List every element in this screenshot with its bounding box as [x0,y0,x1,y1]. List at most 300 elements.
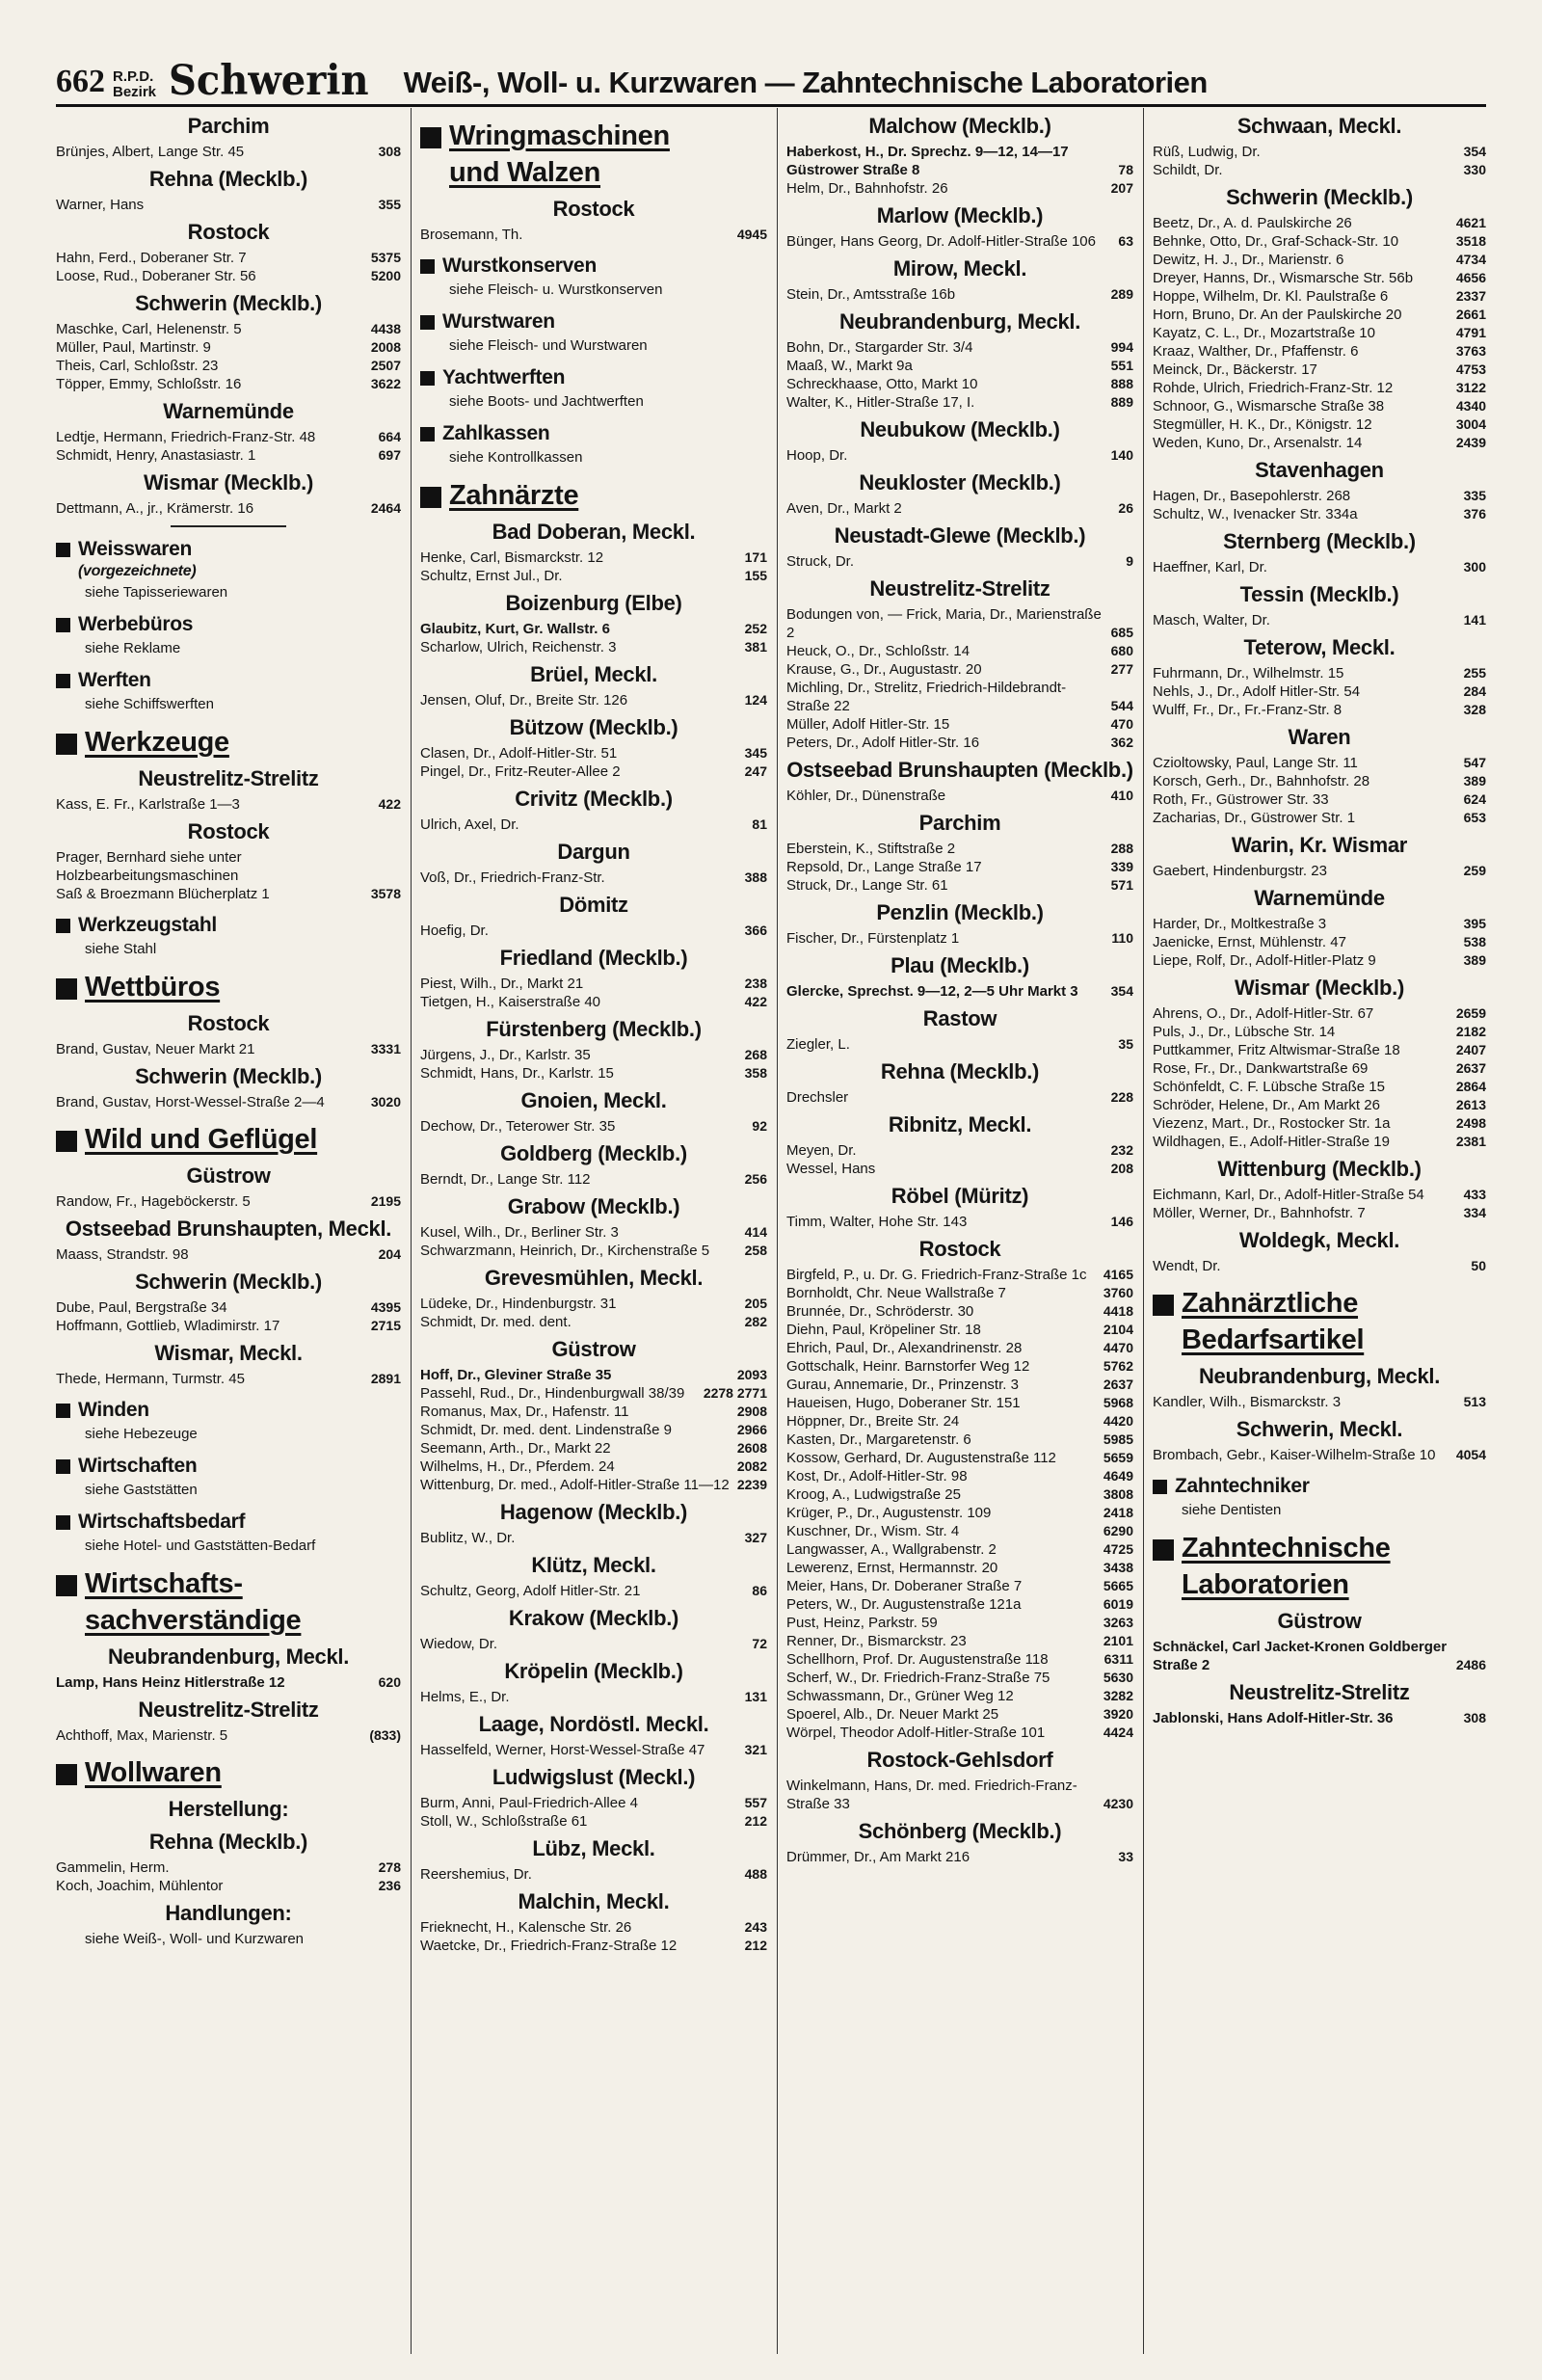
listing-entry [1153,772,1486,790]
listing-entry [786,357,1133,375]
entry-name: Haberkost, H., Dr. Sprechz. 9—12, 14—17 Güstrower Straße 8 [786,144,1069,178]
entry-phone: 259 [1463,863,1486,878]
entry-phone: 131 [744,1689,767,1704]
entry-phone: 208 [1110,1161,1133,1176]
entry-name: Reershemius, Dr. [420,1866,532,1883]
entry-phone: 2439 [1455,435,1486,450]
column-1 [56,108,401,2354]
place-heading: Schwaan, Meckl. [1236,114,1402,138]
entry-name: Haueisen, Hugo, Doberaner Str. 151 [786,1395,1021,1411]
square-bullet-icon [420,315,435,330]
entry-phone: 5665 [1103,1578,1133,1593]
entry-name: Viezenz, Mart., Dr., Rostocker Str. 1a [1153,1115,1391,1132]
entry-phone: 258 [744,1243,767,1258]
entry-phone: 256 [744,1171,767,1187]
category-title-line: Wirtschafts- [85,1568,243,1599]
category-title-line: Werften [78,669,151,691]
listing-entry [786,734,1133,752]
listing-entry [786,179,1133,198]
entry-name: Harder, Dr., Moltkestraße 3 [1153,916,1327,932]
listing-entry [420,1384,767,1403]
entry-name: Wulff, Fr., Dr., Fr.-Franz-Str. 8 [1153,702,1343,718]
place-heading: Malchow (Mecklb.) [868,114,1051,138]
place-heading: Schwerin (Mecklb.) [135,1064,322,1088]
entry-phone: 4165 [1103,1267,1133,1282]
entry-phone: 2104 [1103,1322,1133,1337]
listing-entry [56,357,401,375]
entry-name: Kost, Dr., Adolf-Hitler-Str. 98 [786,1468,968,1484]
listing-entry [1153,214,1486,232]
listing-entry [420,1794,767,1812]
listing-entry [56,1673,401,1692]
place-heading: Röbel (Müritz) [891,1184,1029,1208]
entry-phone: 2507 [370,358,401,373]
entry-name: Berndt, Dr., Lange Str. 112 [420,1171,591,1188]
entry-phone: 6019 [1103,1596,1133,1612]
entry-name: Hoff, Dr., Gleviner Straße 35 [420,1367,612,1383]
listing-entry [420,993,767,1011]
entry-phone: 2093 [736,1367,767,1382]
place-heading: Dömitz [559,893,628,917]
entry-phone: 544 [1110,698,1133,713]
place-heading: Rostock-Gehlsdorf [866,1748,1053,1772]
entry-name: Spoerel, Alb., Dr. Neuer Markt 25 [786,1706,999,1723]
entry-name: Voß, Dr., Friedrich-Franz-Str. [420,869,605,886]
square-bullet-icon [56,1515,70,1530]
entry-name: Meyen, Dr. [786,1142,857,1159]
entry-phone: 624 [1463,791,1486,807]
entry-name: Beetz, Dr., A. d. Paulskirche 26 [1153,215,1352,231]
column-4 [1153,108,1486,2354]
place-heading: Mirow, Meckl. [892,256,1027,281]
category-title-line: Yachtwerften [442,366,566,388]
listing-entry [786,1160,1133,1178]
listing-entry [420,1064,767,1083]
entry-name: Piest, Wilh., Dr., Markt 21 [420,976,584,992]
place-heading: Plau (Mecklb.) [891,953,1029,977]
listing-entry [56,848,401,885]
category-heading [56,1510,401,1535]
listing-entry [56,446,401,465]
place-heading: Parchim [187,114,270,138]
entry-name: Hoefig, Dr. [420,923,489,939]
entry-name: Rüß, Ludwig, Dr. [1153,144,1261,160]
listing-entry [420,548,767,567]
listing-entry [420,1046,767,1064]
entry-phone: 2082 [736,1458,767,1474]
listing-entry [786,1485,1133,1504]
category-title [449,477,578,514]
entry-name: Achthoff, Max, Marienstr. 5 [56,1727,228,1744]
category-heading [56,1454,401,1479]
entry-phone: 6290 [1103,1523,1133,1538]
square-bullet-icon [56,734,77,755]
entry-name: Roth, Fr., Güstrower Str. 33 [1153,791,1329,808]
entry-phone: 205 [744,1296,767,1311]
category-heading [56,1754,401,1791]
cross-reference: siehe Stahl [85,941,157,957]
entry-name: Schultz, Ernst Jul., Dr. [420,568,563,584]
listing-entry [786,338,1133,357]
entry-phone: 488 [744,1866,767,1882]
entry-name: Heuck, O., Dr., Schloßstr. 14 [786,643,970,659]
listing-entry [420,816,767,834]
listing-entry [786,285,1133,304]
place-heading: Crivitz (Mecklb.) [515,787,673,811]
place-heading: Schwerin (Mecklb.) [135,291,322,315]
entry-phone: 2498 [1455,1115,1486,1131]
entry-phone: 212 [744,1813,767,1829]
entry-phone: 4621 [1455,215,1486,230]
place-heading: Klütz, Meckl. [531,1553,656,1577]
entry-name: Winkelmann, Hans, Dr. med. Friedrich-Franz-Straße 33 [786,1778,1077,1812]
entry-name: Peters, W., Dr. Augustenstraße 121a [786,1596,1022,1613]
entry-name: Clasen, Dr., Adolf-Hitler-Str. 51 [420,745,618,762]
entry-phone: 354 [1110,983,1133,999]
place-heading: Wismar (Mecklb.) [144,470,313,495]
place-heading: Laage, Nordöstl. Meckl. [478,1712,709,1736]
entry-name: Köhler, Dr., Dünenstraße [786,788,946,804]
listing-entry [56,1317,401,1335]
entry-phone: 277 [1110,661,1133,677]
entry-phone: 422 [744,994,767,1009]
entry-phone: 26 [1118,500,1133,516]
category-title [78,1398,149,1423]
category-title [1175,1474,1310,1499]
category-title-line: Wild und Geflügel [85,1124,318,1155]
entry-phone: 171 [744,549,767,565]
entry-name: Jablonski, Hans Adolf-Hitler-Str. 36 [1153,1710,1394,1726]
entry-phone: 3331 [370,1041,401,1056]
entry-name: Gottschalk, Heinr. Barnstorfer Weg 12 [786,1358,1030,1375]
entry-phone: 78 [1118,162,1133,177]
entry-phone: 697 [378,447,401,463]
listing-entry [1153,269,1486,287]
entry-phone: 664 [378,429,401,444]
entry-phone: 110 [1111,930,1133,946]
entry-name: Gurau, Annemarie, Dr., Prinzenstr. 3 [786,1377,1019,1393]
entry-phone: 243 [744,1919,767,1935]
listing-entry [420,1865,767,1884]
entry-name: Puttkammer, Fritz Altwismar-Straße 18 [1153,1042,1400,1058]
entry-phone: 6311 [1103,1651,1133,1667]
entry-name: Brosemann, Th. [420,227,523,243]
entry-phone: 86 [752,1583,767,1598]
entry-name: Behnke, Otto, Dr., Graf-Schack-Str. 10 [1153,233,1399,250]
entry-name: Töpper, Emmy, Schloßstr. 16 [56,376,242,392]
entry-name: Brombach, Gebr., Kaiser-Wilhelm-Straße 10 [1153,1447,1436,1463]
entry-name: Brand, Gustav, Horst-Wessel-Straße 2—4 [56,1094,325,1110]
place-heading: Brüel, Meckl. [530,662,657,686]
listing-entry [786,1848,1133,1866]
entry-phone: 2337 [1455,288,1486,304]
category-heading [1153,1530,1486,1603]
place-heading: Herstellung: [168,1797,289,1821]
square-bullet-icon [56,1459,70,1474]
listing-entry [786,1650,1133,1669]
listing-entry [786,1431,1133,1449]
entry-phone: 5630 [1103,1670,1133,1685]
entry-name: Dewitz, H. J., Dr., Marienstr. 6 [1153,252,1344,268]
entry-phone: 470 [1110,716,1133,732]
place-heading: Schwerin (Mecklb.) [135,1270,322,1294]
listing-entry [786,1559,1133,1577]
listing-entry [786,1449,1133,1467]
cross-reference: siehe Fleisch- u. Wurstkonserven [449,281,663,298]
entry-phone: 3920 [1103,1706,1133,1722]
place-heading: Rehna (Mecklb.) [148,1830,308,1854]
entry-phone: 33 [1118,1849,1133,1864]
listing-entry [1153,143,1486,161]
entry-name: Frieknecht, H., Kalensche Str. 26 [420,1919,632,1936]
listing-entry [1153,682,1486,701]
entry-phone: 389 [1463,952,1486,968]
place-heading: Parchim [918,811,1001,835]
category-title-line: Wurstkonserven [442,254,597,277]
listing-entry [1153,287,1486,306]
listing-entry [56,885,401,903]
square-bullet-icon [56,543,70,557]
entry-name: Diehn, Paul, Kröpeliner Str. 18 [786,1322,981,1338]
category-heading [56,913,401,938]
listing-entry [786,375,1133,393]
entry-phone: 335 [1463,488,1486,503]
square-bullet-icon [1153,1480,1167,1494]
entry-phone: 2407 [1455,1042,1486,1057]
place-heading: Neustrelitz-Strelitz [1229,1680,1410,1704]
entry-phone: 2637 [1103,1377,1133,1392]
columns-area [56,108,1486,2354]
place-heading: Ludwigslust (Meckl.) [492,1765,696,1789]
entry-name: Helms, E., Dr. [420,1689,510,1705]
place-heading: Tessin (Mecklb.) [1239,582,1399,606]
entry-name: Gammelin, Herm. [56,1859,170,1876]
listing-entry [786,1669,1133,1687]
entry-name: Rose, Fr., Dr., Dankwartstraße 69 [1153,1060,1369,1077]
entry-phone: 2101 [1103,1633,1133,1648]
square-bullet-icon [56,674,70,688]
listing-entry [420,1582,767,1600]
place-heading: Fürstenberg (Mecklb.) [486,1017,702,1041]
listing-entry [1153,1446,1486,1464]
entry-name: Kuschner, Dr., Wism. Str. 4 [786,1523,960,1539]
place-heading: Waren [1288,725,1351,749]
category-title-line: Zahnärztliche [1182,1288,1359,1319]
entry-phone: 308 [378,144,401,159]
listing-entry [786,876,1133,895]
category-title-line: Weisswaren [78,538,193,560]
place-heading: Ostseebad Brunshaupten (Mecklb.) [786,758,1133,782]
entry-phone: 268 [744,1047,767,1062]
listing-entry [1153,505,1486,523]
entry-phone: 3760 [1103,1285,1133,1300]
cross-reference: siehe Schiffswerften [85,696,214,712]
listing-entry [786,143,1133,179]
square-bullet-icon [420,487,441,508]
entry-phone: 433 [1463,1187,1486,1202]
entry-name: Krüger, P., Dr., Augustenstr. 109 [786,1505,992,1521]
entry-phone: 4734 [1455,252,1486,267]
entry-phone: 328 [1463,702,1486,717]
entry-name: Schwarzmann, Heinrich, Dr., Kirchenstraße 5 [420,1243,710,1259]
listing-entry [786,1595,1133,1614]
listing-entry [1153,664,1486,682]
listing-entry [1153,1041,1486,1059]
place-heading: Neubrandenburg, Meckl. [1198,1364,1441,1388]
listing-entry [420,869,767,887]
entry-name: Dube, Paul, Bergstraße 34 [56,1299,227,1316]
entry-phone: 4420 [1103,1413,1133,1429]
listing-entry [56,1245,401,1264]
place-heading: Wittenburg (Mecklb.) [1217,1157,1422,1181]
listing-entry [420,1117,767,1136]
category-heading [56,1121,401,1158]
cross-reference: siehe Gaststätten [85,1482,198,1498]
entry-name: Kandler, Wilh., Bismarckstr. 3 [1153,1394,1342,1410]
place-heading: Woldegk, Meckl. [1238,1228,1400,1252]
entry-phone: 3438 [1103,1560,1133,1575]
entry-name: Meinck, Dr., Bäckerstr. 17 [1153,361,1317,378]
entry-phone: 547 [1463,755,1486,770]
entry-phone: 3578 [370,886,401,901]
listing-entry [786,679,1133,715]
entry-phone: 2464 [370,500,401,516]
entry-phone: 2008 [370,339,401,355]
place-heading: Neukloster (Mecklb.) [859,470,1061,495]
square-bullet-icon [56,919,70,933]
entry-phone: 2239 [736,1477,767,1492]
listing-entry [56,499,401,518]
entry-name: Bornholdt, Chr. Neue Wallstraße 7 [786,1285,1006,1301]
entry-name: Ahrens, O., Dr., Adolf-Hitler-Str. 67 [1153,1005,1374,1022]
entry-name: Hoffmann, Gottlieb, Wladimirstr. 17 [56,1318,280,1334]
listing-entry [786,1412,1133,1431]
entry-name: Schultz, W., Ivenacker Str. 334a [1153,506,1358,522]
listing-entry [420,620,767,638]
square-bullet-icon [420,127,441,148]
entry-name: Theis, Carl, Schloßstr. 23 [56,358,219,374]
entry-phone: 3622 [370,376,401,391]
column-3 [786,108,1133,2354]
entry-name: Michling, Dr., Strelitz, Friedrich-Hildebrandt-Straße 22 [786,680,1067,714]
listing-entry [786,1088,1133,1107]
entry-name: Stein, Dr., Amtsstraße 16b [786,286,956,303]
listing-entry [786,1213,1133,1231]
place-heading: Sternberg (Mecklb.) [1223,529,1416,553]
listing-entry [420,1529,767,1547]
place-heading: Schwerin, Meckl. [1236,1417,1403,1441]
place-heading: Bad Doberan, Meckl. [492,520,696,544]
category-title-line: Wollwaren [85,1757,222,1788]
column-2 [420,108,767,2354]
entry-phone: 212 [744,1938,767,1953]
entry-phone: 513 [1463,1394,1486,1409]
listing-entry [420,762,767,781]
listing-entry [420,922,767,940]
entry-name: Struck, Dr., Lange Str. 61 [786,877,948,894]
entry-phone: 3020 [370,1094,401,1110]
listing-entry [56,1298,401,1317]
entry-phone: 2278 2771 [703,1385,767,1401]
entry-phone: 124 [744,692,767,708]
entry-name: Helm, Dr., Bahnhofstr. 26 [786,180,948,197]
square-bullet-icon [420,371,435,386]
entry-phone: 3004 [1455,416,1486,432]
listing-entry [786,232,1133,251]
entry-phone: 4424 [1103,1725,1133,1740]
entry-phone: 389 [1463,773,1486,789]
category-title-line: Wurstwaren [442,310,555,333]
place-heading: Handlungen: [165,1901,292,1925]
entry-name: Brand, Gustav, Neuer Markt 21 [56,1041,255,1057]
entry-phone: 5659 [1103,1450,1133,1465]
listing-entry [56,249,401,267]
square-bullet-icon [1153,1539,1174,1561]
listing-entry [786,1504,1133,1522]
entry-name: Korsch, Gerh., Dr., Bahnhofstr. 28 [1153,773,1370,789]
entry-name: Schnoor, G., Wismarsche Straße 38 [1153,398,1385,414]
entry-phone: 538 [1463,934,1486,949]
listing-entry [56,428,401,446]
listing-entry [56,143,401,161]
entry-phone: 3518 [1455,233,1486,249]
category-title [1182,1285,1364,1358]
entry-phone: 2608 [736,1440,767,1456]
listing-entry [1153,701,1486,719]
place-heading: Wismar (Mecklb.) [1235,976,1404,1000]
entry-name: Rohde, Ulrich, Friedrich-Franz-Str. 12 [1153,380,1394,396]
place-heading: Neubrandenburg, Meckl. [107,1645,350,1669]
entry-phone: 889 [1110,394,1133,410]
entry-name: Lamp, Hans Heinz Hitlerstraße 12 [56,1674,285,1691]
entry-phone: 4791 [1455,325,1486,340]
entry-name: Scherf, W., Dr. Friedrich-Franz-Straße 75 [786,1670,1050,1686]
listing-entry [786,642,1133,660]
entry-phone: 146 [1110,1214,1133,1229]
entry-name: Schmidt, Henry, Anastasiastr. 1 [56,447,256,464]
entry-name: Bodungen von, — Frick, Maria, Dr., Marienstraße 2 [786,606,1102,641]
entry-name: Ehrich, Paul, Dr., Alexandrinenstr. 28 [786,1340,1023,1356]
column-divider [411,108,412,2354]
entry-phone: 327 [744,1530,767,1545]
listing-entry [420,691,767,709]
entry-phone: 5200 [370,268,401,283]
listing-entry [786,929,1133,948]
entry-name: Wittenburg, Dr. med., Adolf-Hitler-Straße 11—12 [420,1477,730,1493]
entry-phone: 685 [1110,625,1133,640]
entry-phone: (833) [369,1727,401,1743]
entry-name: Möller, Werner, Dr., Bahnhofstr. 7 [1153,1205,1366,1221]
place-heading: Marlow (Mecklb.) [876,203,1044,227]
cross-reference: siehe Dentisten [1182,1502,1282,1518]
cross-reference: siehe Hebezeuge [85,1426,198,1442]
entry-phone: 334 [1463,1205,1486,1220]
entry-name: Höppner, Dr., Breite Str. 24 [786,1413,960,1430]
entry-phone: 2195 [370,1193,401,1209]
listing-entry [1153,790,1486,809]
entry-name: Lüdeke, Dr., Hindenburgstr. 31 [420,1296,617,1312]
entry-name: Schreckhaase, Otto, Markt 10 [786,376,978,392]
entry-name: Maschke, Carl, Helenenstr. 5 [56,321,242,337]
place-heading: Boizenburg (Elbe) [505,591,682,615]
entry-phone: 3122 [1455,380,1486,395]
listing-entry [786,1687,1133,1705]
entry-phone: 3263 [1103,1615,1133,1630]
entry-phone: 50 [1471,1258,1486,1273]
entry-name: Schnäckel, Carl Jacket-Kronen Goldberger Straße 2 [1153,1639,1448,1673]
entry-name: Stegmüller, H. K., Dr., Königstr. 12 [1153,416,1372,433]
entry-name: Fischer, Dr., Fürstenplatz 1 [786,930,960,947]
